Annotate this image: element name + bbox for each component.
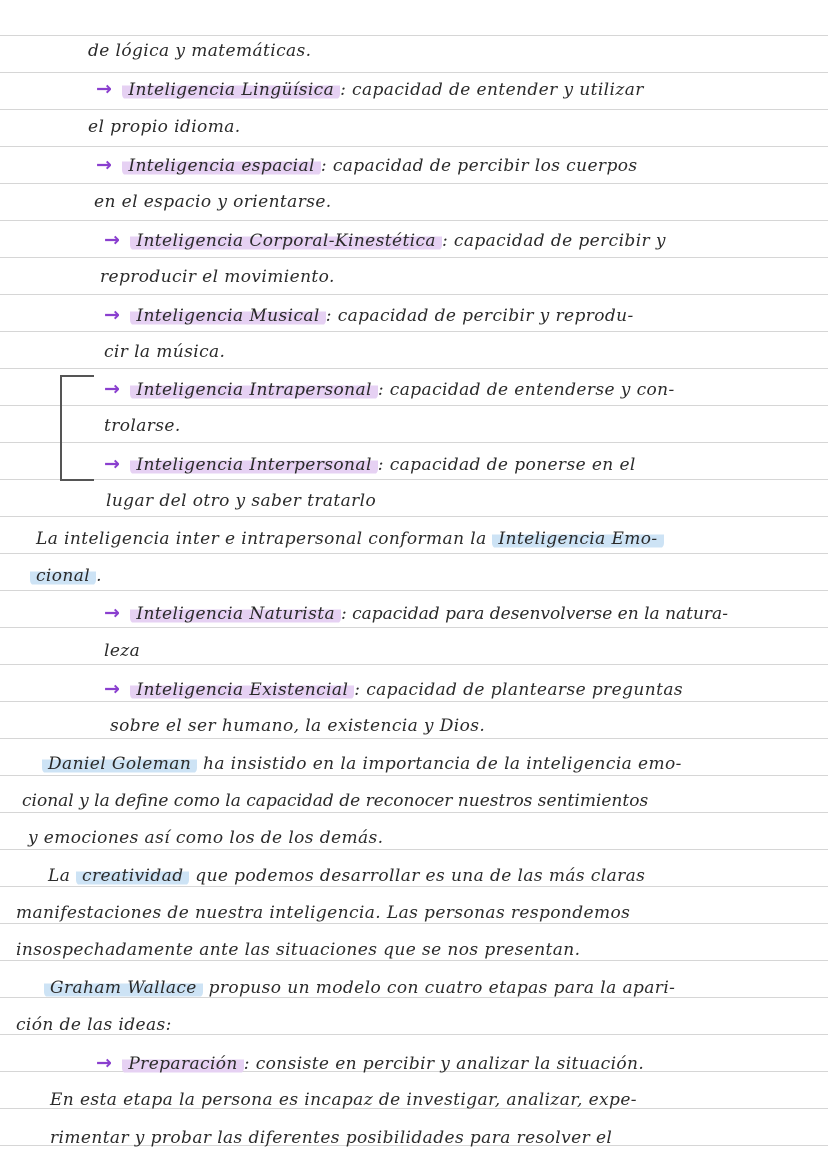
highlighted-term: Inteligencia Intrapersonal	[130, 380, 378, 400]
line-text: La	[48, 866, 77, 886]
note-line	[104, 636, 140, 666]
note-line	[28, 823, 383, 853]
highlighted-term: Inteligencia Existencial	[130, 680, 354, 700]
line-text: sobre el ser humano, la existencia y Dios.	[110, 716, 486, 736]
note-line	[104, 449, 636, 479]
note-line	[94, 187, 332, 217]
note-line	[30, 561, 102, 591]
line-text: : capacidad de percibir y reprodu-	[325, 306, 634, 326]
highlighted-term: Inteligencia Emo-	[492, 529, 663, 549]
arrow-icon: →	[96, 78, 113, 100]
line-text: : capacidad de ponerse en el	[377, 455, 636, 475]
arrow-icon: →	[104, 453, 121, 475]
highlighted-term: Graham Wallace	[44, 978, 203, 998]
line-text: el propio idioma.	[88, 117, 241, 137]
note-line	[88, 36, 311, 66]
highlighted-term: Daniel Goleman	[42, 754, 197, 774]
note-line	[16, 898, 630, 928]
note-line	[100, 262, 335, 292]
line-text: : capacidad de percibir y	[441, 231, 666, 251]
note-line	[104, 225, 666, 255]
line-text: La inteligencia inter e intrapersonal conforman la	[36, 529, 493, 549]
highlighted-term: creatividad	[76, 866, 189, 886]
note-line	[36, 524, 664, 554]
line-text: cir la música.	[104, 342, 226, 362]
note-line	[104, 374, 675, 404]
line-text: trolarse.	[104, 416, 181, 436]
line-text: lugar del otro y saber tratarlo	[106, 491, 377, 511]
line-text: que podemos desarrollar es una de las más claras	[189, 866, 646, 886]
highlighted-term: Inteligencia Naturista	[130, 604, 341, 624]
line-text: leza	[104, 641, 141, 661]
line-text: en el espacio y orientarse.	[94, 192, 332, 212]
arrow-icon: →	[96, 154, 113, 176]
arrow-icon: →	[104, 602, 121, 624]
grouping-bracket	[60, 375, 94, 481]
note-line	[106, 486, 376, 516]
line-text: : capacidad de percibir los cuerpos	[320, 156, 638, 176]
line-text: : capacidad de entender y utilizar	[340, 80, 644, 100]
note-line	[104, 674, 683, 704]
highlighted-term: cional	[30, 566, 96, 586]
note-line	[104, 337, 225, 367]
note-line	[16, 1010, 172, 1040]
line-text: reproducir el movimiento.	[100, 267, 335, 287]
line-text: propuso un modelo con cuatro etapas para la apari-	[202, 978, 676, 998]
note-line	[42, 749, 682, 779]
note-line	[50, 1123, 612, 1153]
line-text: ha insistido en la importancia de la inteligencia emo-	[197, 754, 682, 774]
highlighted-term: Inteligencia espacial	[122, 156, 321, 176]
line-text: : capacidad de plantearse preguntas	[354, 680, 683, 700]
line-text: insospechadamente ante las situaciones que se nos presentan.	[16, 940, 581, 960]
line-text: : capacidad de entenderse y con-	[377, 380, 675, 400]
note-line	[110, 711, 485, 741]
highlighted-term: Inteligencia Musical	[130, 306, 325, 326]
arrow-icon: →	[104, 304, 121, 326]
note-line	[96, 74, 644, 104]
line-text: En esta etapa la persona es incapaz de investigar, analizar, expe-	[50, 1090, 637, 1110]
line-text: manifestaciones de nuestra inteligencia. Las personas respondemos	[16, 903, 631, 923]
note-line	[44, 973, 675, 1003]
highlighted-term: Inteligencia Lingüísica	[122, 80, 340, 100]
note-line	[16, 935, 580, 965]
arrow-icon: →	[96, 1052, 113, 1074]
note-line	[88, 112, 241, 142]
note-line	[104, 300, 634, 330]
note-line	[104, 411, 181, 441]
line-text: cional y la define como la capacidad de reconocer nuestros sentimientos	[22, 791, 649, 811]
line-text: : consiste en percibir y analizar la situación.	[243, 1054, 645, 1074]
line-text: rimentar y probar las diferentes posibilidades para resolver el	[50, 1128, 613, 1148]
arrow-icon: →	[104, 678, 121, 700]
line-text: .	[96, 566, 102, 586]
line-text: y emociones así como los de los demás.	[28, 828, 384, 848]
highlighted-term: Inteligencia Interpersonal	[130, 455, 377, 475]
line-text: de lógica y matemáticas.	[88, 41, 312, 61]
note-line	[50, 1085, 637, 1115]
highlighted-term: Inteligencia Corporal-Kinestética	[130, 231, 442, 251]
line-text: ción de las ideas:	[16, 1015, 172, 1035]
arrow-icon: →	[104, 229, 121, 251]
note-line	[104, 598, 728, 628]
line-text: : capacidad para desenvolverse en la natura-	[341, 604, 728, 624]
note-line	[48, 861, 645, 891]
note-line	[96, 150, 637, 180]
arrow-icon: →	[104, 378, 121, 400]
note-line	[22, 786, 648, 816]
highlighted-term: Preparación	[122, 1054, 243, 1074]
note-line	[96, 1048, 644, 1078]
